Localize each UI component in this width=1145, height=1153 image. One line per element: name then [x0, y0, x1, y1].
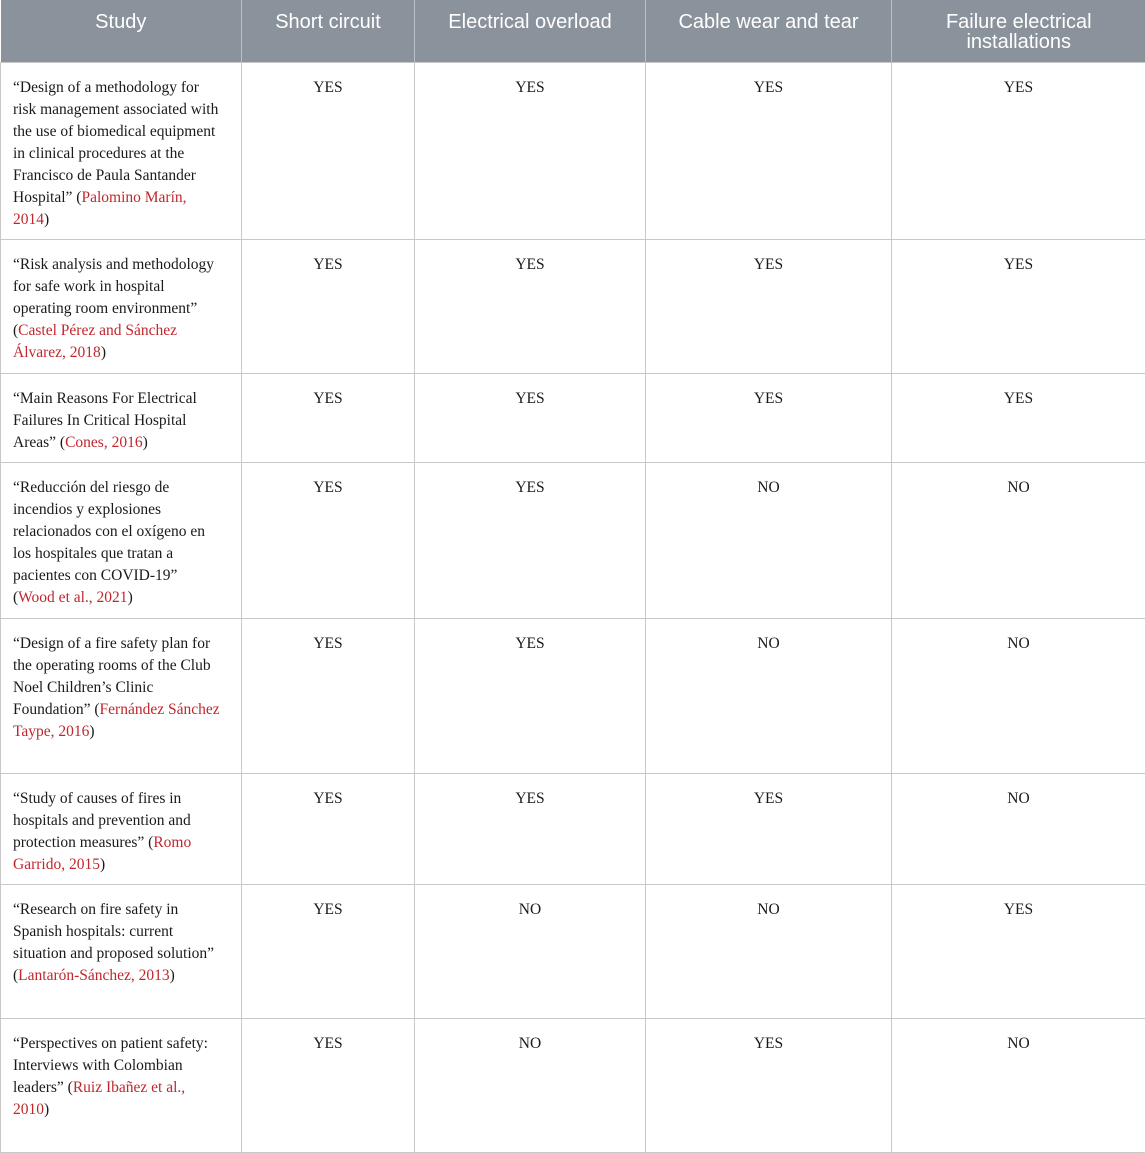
study-title: “Design of a methodology for risk management associated with the use of biomedical equipment in clinical procedures at the Francisco de Paula Santander Hospital” ( — [13, 79, 218, 206]
value-cell: YES — [415, 619, 646, 774]
table-header — [1, 0, 1145, 63]
study-title: “Design of a fire safety plan for the operating rooms of the Club Noel Children’s Clinic Foundation” ( — [13, 635, 211, 718]
citation-link[interactable]: Wood et al., 2021 — [18, 589, 127, 606]
study-title: “Reducción del riesgo de incendios y explosiones relacionados con el oxígeno en los hospitales que tratan a pacientes con COVID-19” ( — [13, 479, 205, 606]
study-cell — [1, 63, 242, 240]
header-failure-installations: Failure electrical installations — [892, 0, 1145, 63]
value-cell: YES — [242, 885, 415, 1019]
study-title: “Study of causes of fires in hospitals and prevention and protection measures” ( — [13, 790, 191, 851]
header-row — [1, 0, 1145, 63]
header-short-circuit: Short circuit — [242, 0, 415, 63]
study-close: ) — [128, 589, 133, 606]
value-cell: YES — [415, 63, 646, 240]
study-close: ) — [44, 1101, 49, 1118]
study-close: ) — [101, 344, 106, 361]
citation-link[interactable]: Fernández Sánchez Taype, 2016 — [13, 701, 220, 740]
citation-link[interactable]: Cones, 2016 — [65, 434, 143, 451]
value-cell: NO — [892, 774, 1145, 885]
value-cell: YES — [892, 374, 1145, 463]
value-cell: NO — [415, 885, 646, 1019]
citation-link[interactable]: Ruiz Ibañez et al., 2010 — [13, 1079, 185, 1118]
study-cell — [1, 885, 242, 1019]
study-close: ) — [143, 434, 148, 451]
study-title: “Risk analysis and methodology for safe work in hospital operating room environment” ( — [13, 256, 214, 339]
value-cell: NO — [892, 619, 1145, 774]
value-cell: YES — [892, 63, 1145, 240]
value-cell: YES — [242, 463, 415, 619]
value-cell: YES — [415, 374, 646, 463]
table-row — [1, 463, 1145, 619]
value-cell: YES — [242, 63, 415, 240]
table-row — [1, 240, 1145, 374]
header-cable-wear: Cable wear and tear — [646, 0, 892, 63]
citation-link[interactable]: Castel Pérez and Sánchez Álvarez, 2018 — [13, 322, 177, 361]
value-cell: NO — [892, 463, 1145, 619]
table-row — [1, 374, 1145, 463]
study-close: ) — [44, 211, 49, 228]
value-cell: NO — [415, 1019, 646, 1153]
value-cell: YES — [242, 774, 415, 885]
value-cell: YES — [242, 374, 415, 463]
study-cell — [1, 463, 242, 619]
value-cell: YES — [242, 1019, 415, 1153]
value-cell: YES — [892, 885, 1145, 1019]
table-row — [1, 885, 1145, 1019]
study-cell — [1, 374, 242, 463]
study-cell — [1, 240, 242, 374]
value-cell: YES — [646, 63, 892, 240]
header-electrical-overload: Electrical overload — [415, 0, 646, 63]
study-cell — [1, 1019, 242, 1153]
study-title: “Main Reasons For Electrical Failures In Critical Hospital Areas” ( — [13, 390, 197, 451]
study-cell — [1, 619, 242, 774]
citation-link[interactable]: Lantarón-Sánchez, 2013 — [18, 967, 170, 984]
study-close: ) — [89, 723, 94, 740]
value-cell: YES — [892, 240, 1145, 374]
value-cell: YES — [242, 619, 415, 774]
value-cell: YES — [415, 240, 646, 374]
value-cell: YES — [415, 463, 646, 619]
value-cell: NO — [646, 619, 892, 774]
table-body — [1, 63, 1145, 1153]
study-title: “Research on fire safety in Spanish hospitals: current situation and proposed solution” ( — [13, 901, 214, 984]
citation-link[interactable]: Romo Garrido, 2015 — [13, 834, 191, 873]
value-cell: YES — [646, 774, 892, 885]
value-cell: YES — [646, 1019, 892, 1153]
value-cell: YES — [242, 240, 415, 374]
header-study: Study — [1, 0, 242, 63]
study-close: ) — [170, 967, 175, 984]
study-close: ) — [100, 856, 105, 873]
table-row — [1, 774, 1145, 885]
value-cell: YES — [646, 374, 892, 463]
table-row — [1, 1019, 1145, 1153]
value-cell: NO — [646, 885, 892, 1019]
value-cell: NO — [892, 1019, 1145, 1153]
table-row — [1, 619, 1145, 774]
value-cell: YES — [415, 774, 646, 885]
study-cell — [1, 774, 242, 885]
value-cell: YES — [646, 240, 892, 374]
table-row — [1, 63, 1145, 240]
citation-link[interactable]: Palomino Marín, 2014 — [13, 189, 187, 228]
value-cell: NO — [646, 463, 892, 619]
study-title: “Perspectives on patient safety: Interviews with Colombian leaders” ( — [13, 1035, 208, 1096]
